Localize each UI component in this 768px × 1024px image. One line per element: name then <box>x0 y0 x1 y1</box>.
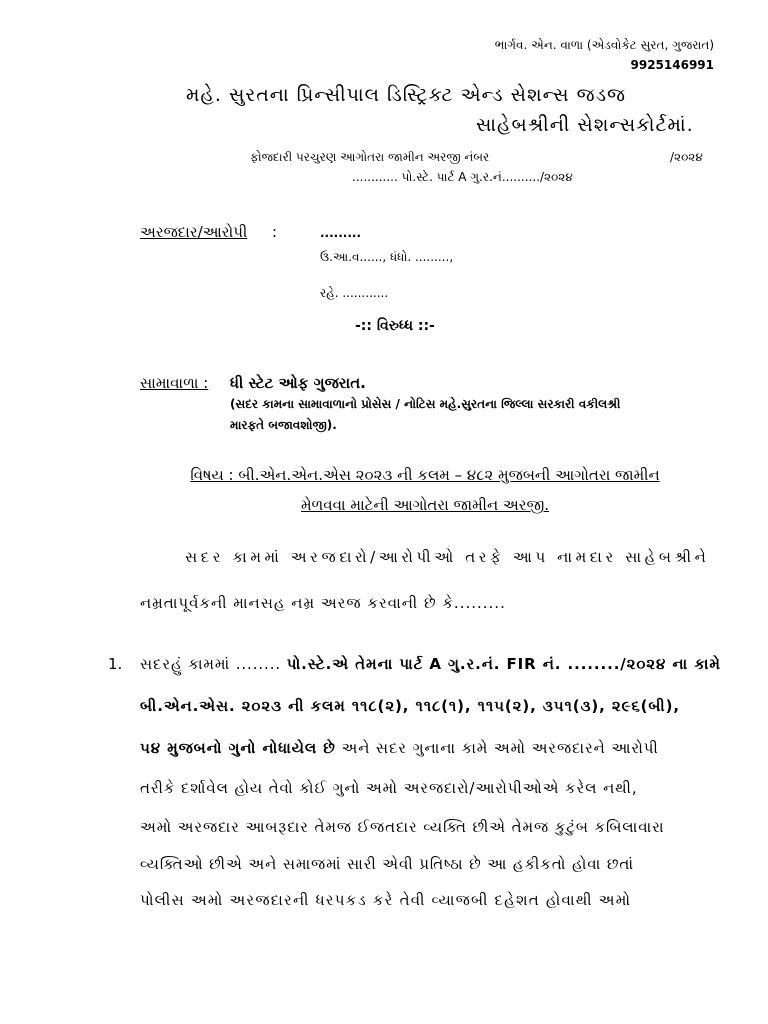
paragraph-number: 1. <box>108 655 123 673</box>
subject-line1: વિષય : બી.એન.એન.એસ ૨૦૨૩ ની કલમ – ૪૮૨ મુજબની આગોતરા જામીન <box>190 466 660 484</box>
paragraph-line1-start: સદરહું કામમાં ........ <box>140 655 287 673</box>
respondent-name: ધી સ્ટેટ ઓફ ગુજરાત. <box>230 374 366 392</box>
respondent-note-line1: (સદર કામના સામાવાળાનો પ્રોસેસ / નોટિસ મહે.સુરતના જિલ્લા સરકારી વકીલશ્રી <box>230 397 621 411</box>
paragraph-line4: તરીકે દર્શાવેલ હોય તેવો કોઈ ગુનો અમો અરજદારો/આરોપીઓએ કરેલ નથી, <box>140 779 638 797</box>
court-title-line1: મહે. સુરતના પ્રિન્સીપાલ ડિસ્ટ્રિક્ટ એન્ડ સેશન્સ જડજ <box>186 84 626 106</box>
application-number-label: ફોજદારી પરચુરણ આગોતરા જામીન અરજી નંબર <box>250 150 490 164</box>
applicant-residence: રહે. ............ <box>320 286 389 300</box>
versus-heading: -:: વિરુધ્ધ ::- <box>355 318 435 334</box>
paragraph-line1-fir: પો.સ્ટે.એ તેમના પાર્ટ A ગુ.ર.નં. FIR નં. ......../૨૦૨૪ ના કામે <box>286 655 721 673</box>
advocate-phone: 9925146991 <box>630 58 714 72</box>
paragraph-line3-rest: અને સદર ગુનાના કામે અમો અરજદારને આરોપી <box>335 739 659 757</box>
respondent-note-line2: મારફતે બજાવશોજી). <box>230 418 337 432</box>
intro-line2: નમ્રતાપૂર્વકની માનસહ નમ્ર અરજ કરવાની છે કે......... <box>140 594 506 612</box>
respondent-label: સામાવાળા : <box>140 374 209 392</box>
fir-reference: ............ પો.સ્ટે. પાર્ટ A ગુ.ર.નં........../૨૦૨૪ <box>352 170 573 184</box>
applicant-age-occupation: ઉ.આ.વ......, ધંધો. ........., <box>320 250 454 264</box>
application-year: /૨૦૨૪ <box>670 150 703 164</box>
paragraph-line5: અમો અરજદાર આબરૂદાર તેમજ ઈજતદાર વ્યક્તિ છીએ તેમજ કુટુંબ કબિલાવારા <box>140 818 665 836</box>
court-title-line2: સાહેબશ્રીની સેશન્સકોર્ટમાં. <box>476 114 694 136</box>
paragraph-line1 <box>140 655 721 673</box>
advocate-name: ભાર્ગવ. એન. વાળા (એડવોકેટ સુરત, ગુજરાત) <box>494 38 714 52</box>
applicant-name: ......... <box>320 226 362 240</box>
paragraph-line6: વ્યક્તિઓ છીએ અને સમાજમાં સારી એવી પ્રતિષ્ઠા છે આ હકીકતો હોવા છતાં <box>140 855 634 873</box>
paragraph-line2: બી.એન.એસ. ૨૦૨૩ ની કલમ ૧૧૮(૨), ૧૧૮(૧), ૧૧૫(૨), ૩૫૧(૩), ૨૯૬(બી), <box>140 697 680 715</box>
applicant-label: અરજદાર/આરોપી <box>140 223 248 241</box>
paragraph-line3-bold: ૫૪ મુજબનો ગુનો નોધાયેલ છે <box>140 739 336 757</box>
applicant-colon: : <box>272 223 278 241</box>
paragraph-line7: પોલીસ અમો અરજદારની ધરપકડ કરે તેવી વ્યાજબી દહેશત હોવાથી અમો <box>140 891 632 909</box>
paragraph-line3 <box>140 739 659 757</box>
intro-line1: સદર કામમાં અરજદારો/આરોપીઓ તરફે આપ નામદાર સાહેબશ્રીને <box>185 548 710 566</box>
subject-line2: મેળવવા માટેની આગોતરા જામીન અરજી. <box>300 496 550 514</box>
